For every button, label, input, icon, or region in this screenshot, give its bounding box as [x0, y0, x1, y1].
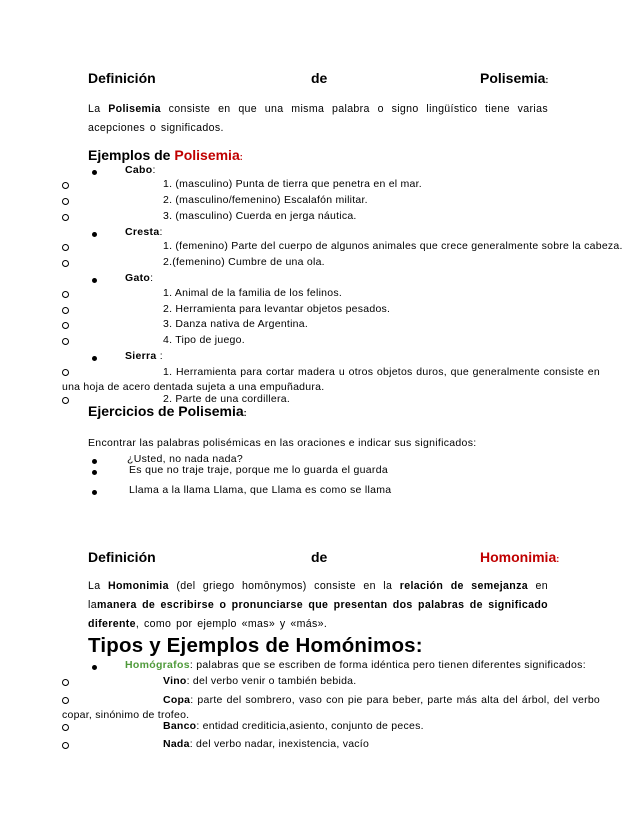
entry-word: Vino — [163, 675, 187, 687]
sub-bullet — [62, 679, 69, 686]
sub-bullet — [62, 291, 69, 298]
entry-definition: : del verbo nadar, inexistencia, vacío — [189, 738, 370, 750]
sub-bullet — [62, 198, 69, 205]
intro-emphasis: relación de semejanza — [399, 580, 528, 592]
intro-text: La — [88, 580, 108, 592]
intro-emphasis: manera de escribirse o pronunciarse que presentan dos palabras de significado diferente — [88, 599, 548, 630]
homonimia-intro — [88, 577, 548, 634]
heading-lead: Ejemplos de — [88, 147, 175, 163]
example-word-text: Sierra — [125, 350, 157, 362]
heading-word: Definición — [88, 70, 156, 86]
heading-colon: : — [239, 152, 243, 162]
meaning: 2. Parte de una cordillera. — [163, 393, 290, 405]
intro-term: Polisemia — [108, 103, 161, 115]
intro-text: , como por ejemplo «mas» y «más». — [135, 618, 328, 630]
bullet-dot — [92, 356, 97, 361]
heading-word: Definición — [88, 549, 156, 565]
example-word — [125, 350, 163, 362]
homonyms-types-heading: Tipos y Ejemplos de Homónimos: — [88, 634, 423, 657]
intro-text: en la — [88, 580, 548, 611]
example-word-text: Cresta — [125, 226, 160, 238]
meaning: 1. Herramienta para cortar madera u otros objetos duros, que generalmente consiste en una hoja de acero dentada sujeta a una empuñadura. — [62, 366, 600, 393]
sub-bullet — [62, 322, 69, 329]
entry-word: Copa — [163, 694, 191, 706]
heading-term: Polisemia — [174, 147, 240, 163]
homonym-entry — [163, 738, 369, 750]
polisemia-examples-heading — [88, 147, 243, 163]
sub-bullet — [62, 214, 69, 221]
exercise-sentence: Llama a la llama Llama, que Llama es como se llama — [129, 484, 392, 496]
entry-definition: : entidad crediticia,asiento, conjunto de peces. — [196, 720, 424, 732]
homonym-entry — [62, 693, 600, 723]
homonym-entry — [163, 720, 424, 732]
homonym-type — [125, 659, 586, 671]
polisemia-exercises-heading — [88, 403, 247, 419]
sub-bullet — [62, 397, 69, 404]
meaning: 3. Danza nativa de Argentina. — [163, 318, 309, 330]
example-word-text: Gato — [125, 272, 151, 284]
entry-definition: : parte del sombrero, vaso con pie para beber, parte más alta del árbol, del verbo copar, sinónimo de trofeo. — [62, 694, 600, 721]
entry-word: Banco — [163, 720, 197, 732]
exercises-intro: Encontrar las palabras polisémicas en las oraciones e indicar sus significados: — [88, 437, 477, 449]
example-word-colon: : — [156, 350, 164, 362]
sub-bullet — [62, 724, 69, 731]
bullet-dot — [92, 665, 97, 670]
exercise-sentence: ¿Usted, no nada nada? — [127, 453, 244, 465]
intro-text: (del griego homōnymos) consiste en la — [168, 580, 400, 592]
meaning: 2. Herramienta para levantar objetos pesados. — [163, 303, 391, 315]
sub-bullet — [62, 307, 69, 314]
example-word — [125, 272, 153, 284]
sub-bullet — [62, 260, 69, 267]
sub-bullet — [62, 338, 69, 345]
meaning: 1. Animal de la familia de los felinos. — [163, 287, 343, 299]
intro-text: La — [88, 103, 109, 115]
heading-word: de — [311, 549, 328, 565]
example-word-text: Cabo — [125, 164, 153, 176]
heading-colon: : — [545, 75, 549, 85]
entry-word: Nada — [163, 738, 190, 750]
meaning: 2.(femenino) Cumbre de una ola. — [163, 256, 325, 268]
example-word-colon: : — [152, 164, 156, 176]
heading-term: Polisemia — [178, 403, 244, 419]
example-word — [125, 164, 156, 176]
sub-bullet — [62, 244, 69, 251]
heading-term — [480, 549, 559, 565]
bullet-dot — [92, 232, 97, 237]
intro-term: Homonimia — [107, 580, 169, 592]
sub-bullet — [62, 742, 69, 749]
polisemia-definition-heading — [88, 70, 548, 88]
meaning: 1. (femenino) Parte del cuerpo de algunos animales que crece generalmente sobre la cabeza. — [163, 240, 623, 252]
polisemia-intro — [88, 100, 548, 138]
example-word — [125, 226, 163, 238]
homonym-entry — [163, 675, 356, 687]
heading-colon: : — [243, 408, 247, 418]
entry-definition: : del verbo venir o también bebida. — [186, 675, 357, 687]
example-word-colon: : — [150, 272, 154, 284]
intro-text: consiste en que una misma palabra o signo lingüístico tiene varias acepciones o significados. — [88, 103, 548, 134]
meaning: 4. Tipo de juego. — [163, 334, 245, 346]
bullet-dot — [92, 170, 97, 175]
meaning: 2. (masculino/femenino) Escalafón militar. — [163, 194, 368, 206]
meaning: 3. (masculino) Cuerda en jerga náutica. — [163, 210, 357, 222]
homonimia-definition-heading — [88, 549, 560, 567]
heading-term-text: Polisemia — [480, 70, 546, 86]
heading-term — [480, 70, 548, 86]
heading-colon: : — [556, 554, 560, 564]
bullet-dot — [92, 459, 97, 464]
type-name: Homógrafos — [125, 659, 190, 671]
meaning: 1. (masculino) Punta de tierra que penetra en el mar. — [163, 178, 422, 190]
heading-lead: Ejercicios de — [88, 403, 179, 419]
heading-word: de — [311, 70, 328, 86]
bullet-dot — [92, 278, 97, 283]
heading-term-text: Homonimia — [480, 549, 557, 565]
bullet-dot — [92, 470, 97, 475]
bullet-dot — [92, 490, 97, 495]
type-description: : palabras que se escriben de forma idéntica pero tienen diferentes significados: — [189, 659, 586, 671]
exercise-sentence: Es que no traje traje, porque me lo guarda el guarda — [129, 464, 389, 476]
sub-bullet — [62, 182, 69, 189]
example-word-colon: : — [159, 226, 163, 238]
